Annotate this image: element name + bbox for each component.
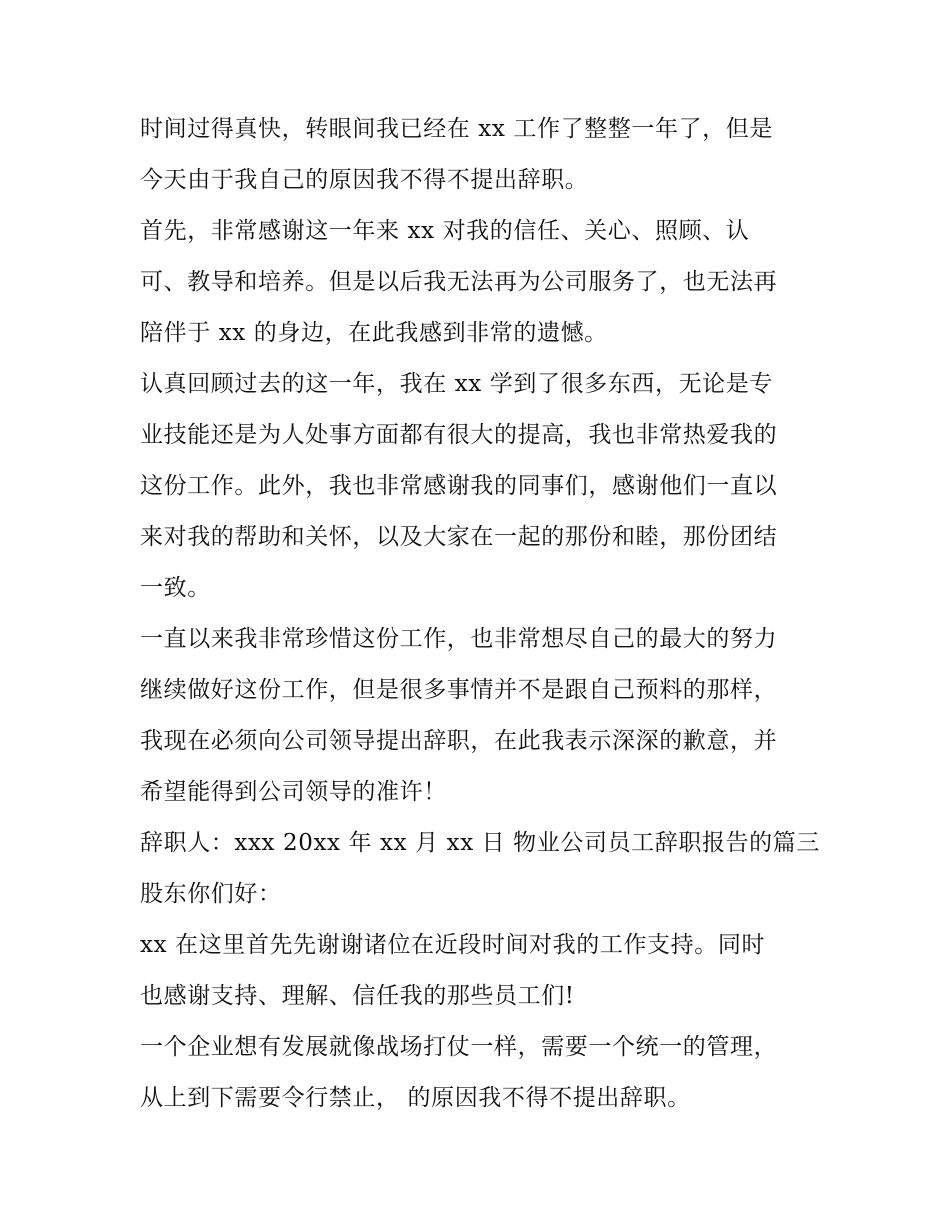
text-line-6: 认真回顾过去的这一年，我在 xx 学到了很多东西，无论是专 bbox=[140, 371, 773, 397]
text-line-8: 这份工作。此外，我也非常感谢我的同事们，感谢他们一直以 bbox=[140, 473, 778, 499]
text-line-20: 从上到下需要令行禁止， 的原因我不得不提出辞职。 bbox=[140, 1085, 691, 1111]
text-line-17: xx 在这里首先先谢谢诸位在近段时间对我的工作支持。同时 bbox=[140, 932, 766, 958]
text-line-9: 来对我的帮助和关怀，以及大家在一起的那份和睦，那份团结 bbox=[140, 524, 778, 550]
text-line-4: 可、教导和培养。但是以后我无法再为公司服务了，也无法再 bbox=[140, 269, 778, 295]
text-line-13: 我现在必须向公司领导提出辞职，在此我表示深深的歉意，并 bbox=[140, 728, 778, 754]
document-body bbox=[140, 104, 820, 1124]
text-line-11: 一直以来我非常珍惜这份工作，也非常想尽自己的最大的努力 bbox=[140, 626, 778, 652]
text-line-16: 股东你们好： bbox=[140, 881, 282, 907]
text-line-2: 今天由于我自己的原因我不得不提出辞职。 bbox=[140, 167, 589, 193]
text-line-15: 辞职人：xxx 20xx 年 xx 月 xx 日 物业公司员工辞职报告的篇三 bbox=[140, 830, 820, 856]
text-line-14: 希望能得到公司领导的准许！ bbox=[140, 779, 447, 805]
text-line-1: 时间过得真快，转眼间我已经在 xx 工作了整整一年了，但是 bbox=[140, 116, 773, 142]
text-line-7: 业技能还是为人处事方面都有很大的提高，我也非常热爱我的 bbox=[140, 422, 778, 448]
text-line-10: 一致。 bbox=[140, 575, 211, 601]
text-line-12: 继续做好这份工作，但是很多事情并不是跟自己预料的那样， bbox=[140, 677, 778, 703]
text-line-3: 首先，非常感谢这一年来 xx 对我的信任、关心、照顾、认 bbox=[140, 218, 750, 244]
text-line-5: 陪伴于 xx 的身边，在此我感到非常的遗憾。 bbox=[140, 320, 608, 346]
text-line-19: 一个企业想有发展就像战场打仗一样，需要一个统一的管理， bbox=[140, 1034, 778, 1060]
text-line-18: 也感谢支持、理解、信任我的那些员工们! bbox=[140, 983, 575, 1009]
